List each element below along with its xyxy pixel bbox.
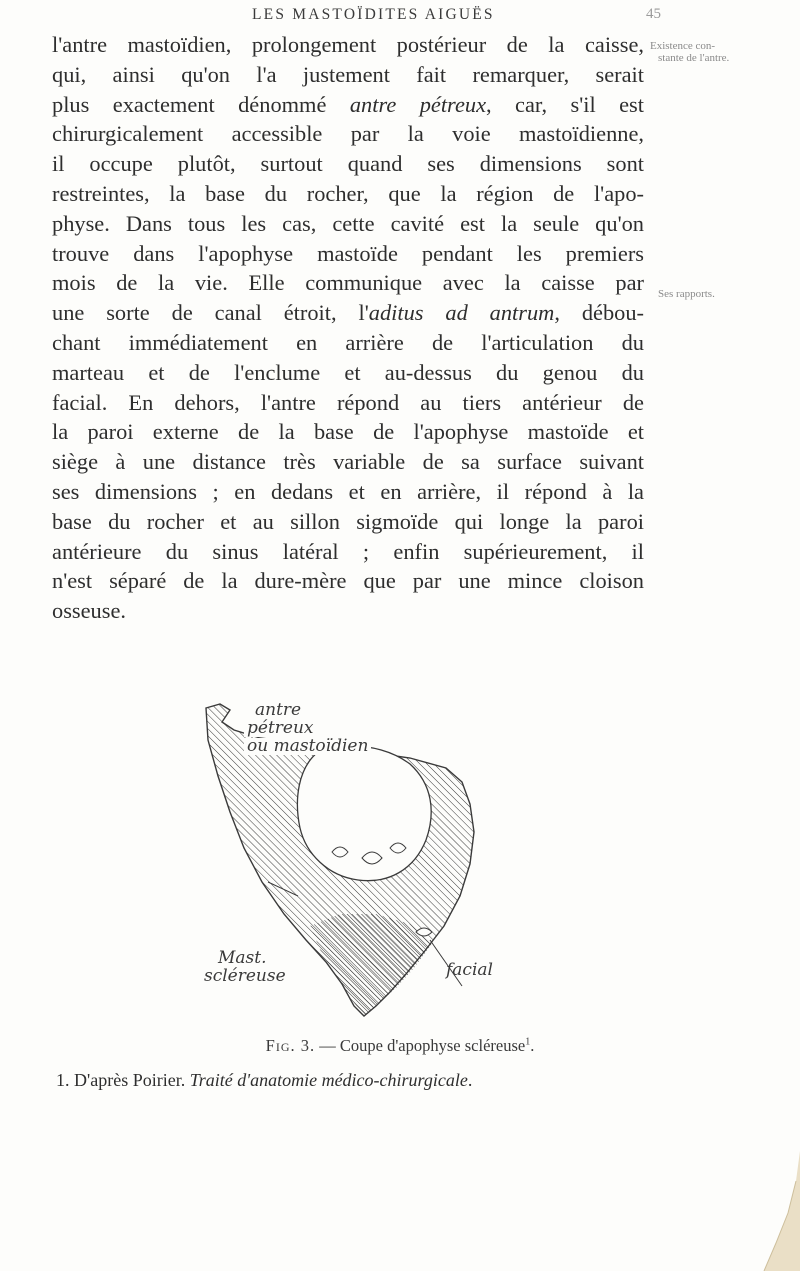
body-paragraph — [52, 30, 644, 626]
text-line — [52, 209, 644, 239]
text-run: , car, s'il est — [486, 91, 644, 117]
text-run: chirurgicalement accessible par la voie mastoïdienne, — [52, 121, 644, 147]
page-corner-mark — [740, 1151, 800, 1271]
label-antre-line1: antre — [255, 700, 302, 720]
label-facial — [446, 962, 493, 979]
text-line — [52, 447, 644, 477]
text-line — [52, 239, 644, 269]
text-run: facial. En dehors, l'antre répond au tiers antérieur de — [52, 389, 644, 415]
label-scleretise — [202, 968, 288, 985]
text-line — [52, 477, 644, 507]
text-run: siège à une distance très variable de sa surface suivant — [52, 449, 644, 475]
label-antre-line3: ou mastoïdien — [247, 736, 369, 756]
text-run: , débou- — [554, 300, 644, 326]
label-mast — [216, 950, 269, 967]
text-line — [52, 119, 644, 149]
text-line — [52, 268, 644, 298]
text-line — [52, 60, 644, 90]
text-run: restreintes, la base du rocher, que la région de l'apo- — [52, 180, 644, 206]
text-run: physe. Dans tous les cas, cette cavité est la seule qu'on — [52, 210, 644, 236]
margin-note-existence-line1: Existence con- — [650, 40, 716, 52]
caption-end: . — [530, 1036, 535, 1055]
text-run: qui, ainsi qu'on l'a justement fait remarquer, serait — [52, 61, 644, 87]
text-run: antérieure du sinus latéral ; enfin supérieurement, il — [52, 538, 644, 564]
text-line — [52, 417, 644, 447]
page-number: 45 — [646, 6, 661, 22]
caption-footnote-ref: 1 — [525, 1036, 531, 1048]
text-line — [52, 388, 644, 418]
caption-fig-number: Fig. 3. — [265, 1036, 316, 1055]
label-mastoidien — [244, 738, 371, 755]
text-line — [52, 566, 644, 596]
footnote-number: 1. — [56, 1070, 70, 1090]
text-run: la paroi externe de la base de l'apophyse mastoïde et — [52, 419, 644, 445]
text-run: marteau et de l'enclume et au-dessus du genou du — [52, 359, 644, 385]
text-line — [52, 507, 644, 537]
label-facial-text: facial — [446, 960, 493, 980]
page-header — [0, 4, 800, 32]
text-run: plus exactement dénommé — [52, 91, 350, 117]
italic-term-antre-petreux: antre pétreux — [349, 91, 487, 117]
label-antre — [252, 702, 304, 719]
text-line — [52, 328, 644, 358]
running-title: LES MASTOÏDITES AIGUËS — [252, 6, 495, 23]
figure-mastoid-section — [200, 700, 530, 1030]
text-line — [52, 358, 644, 388]
caption-text: — Coupe d'apophyse scléreuse — [315, 1036, 526, 1055]
text-run: base du rocher et au sillon sigmoïde qui longe la paroi — [52, 508, 644, 534]
label-mast-line2: scléreuse — [204, 966, 286, 986]
text-line — [52, 596, 644, 626]
text-run: n'est séparé de la dure-mère que par une mince cloison — [52, 568, 644, 594]
text-run: il occupe plutôt, surtout quand ses dimensions sont — [52, 151, 644, 177]
figure-caption — [0, 1036, 800, 1056]
text-line — [52, 298, 644, 328]
label-petreux — [244, 720, 317, 737]
margin-note-rapports-text: Ses rapports. — [658, 288, 715, 300]
text-run: mois de la vie. Elle communique avec la caisse par — [52, 270, 644, 296]
footnote-book-title: Traité d'anatomie médico-chirurgicale — [189, 1070, 468, 1090]
margin-note-existence-line2: stante de l'antre. — [658, 52, 730, 64]
footnote — [56, 1070, 472, 1091]
footnote-prefix: D'après Poirier. — [69, 1070, 190, 1090]
margin-note-rapports — [658, 288, 715, 300]
italic-term-aditus: aditus ad antrum — [368, 300, 555, 326]
text-run: trouve dans l'apophyse mastoïde pendant les premiers — [52, 240, 644, 266]
text-line — [52, 90, 644, 120]
text-run: ses dimensions ; en dedans et en arrière, il répond à la — [52, 478, 644, 504]
label-antre-line2: pétreux — [247, 718, 314, 738]
text-run: osseuse. — [52, 598, 127, 624]
text-run: chant immédiatement en arrière de l'articulation du — [52, 329, 644, 355]
margin-note-existence — [650, 40, 729, 64]
text-run: l'antre mastoïdien, prolongement postérieur de la caisse, — [52, 32, 644, 57]
text-run: une sorte de canal étroit, l' — [52, 300, 369, 326]
label-mast-line1: Mast. — [218, 948, 267, 968]
text-line — [52, 537, 644, 567]
text-line — [52, 179, 644, 209]
text-line — [52, 149, 644, 179]
text-line — [52, 30, 644, 60]
footnote-suffix: . — [467, 1070, 473, 1090]
